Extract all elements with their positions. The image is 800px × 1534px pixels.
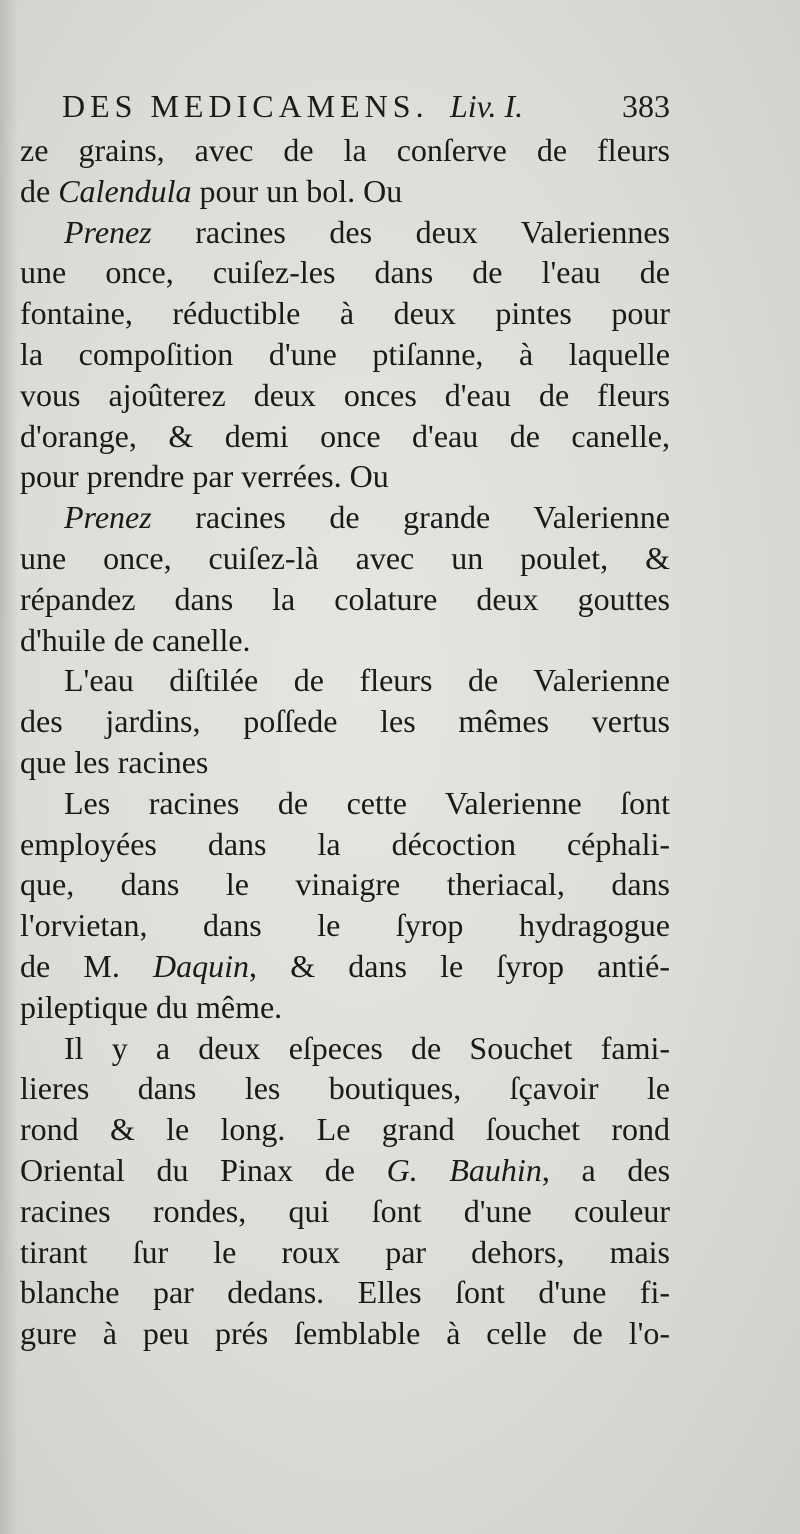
italic-text: Daquin xyxy=(153,947,250,984)
page-edge-shadow xyxy=(0,0,18,1534)
text-line: racines rondes, qui ſont d'une couleur xyxy=(20,1192,670,1229)
text-line: tirant ſur le roux par dehors, mais xyxy=(20,1233,670,1270)
text-line: pileptique du même. xyxy=(20,988,283,1025)
running-title: DES MEDICAMENS. xyxy=(62,88,429,124)
italic-text: G. Bauhin xyxy=(386,1151,542,1188)
text-run: , a des xyxy=(541,1151,671,1188)
page-number: 383 xyxy=(622,88,670,124)
text-line: rond & le long. Le grand ſouchet rond xyxy=(20,1111,670,1148)
text-line: d'orange, & demi once d'eau de canelle, xyxy=(20,417,670,454)
paragraph xyxy=(20,783,670,1028)
text-run: racines de grande Valerienne xyxy=(151,499,670,536)
text-line: la compoſition d'une ptiſanne, à laquelle xyxy=(20,335,670,372)
text-line: d'huile de canelle. xyxy=(20,621,251,658)
text-line: une once, cuiſez-là avec un poulet, & xyxy=(20,539,670,576)
text-run: pour un bol. Ou xyxy=(191,172,403,209)
italic-text: Calendula xyxy=(58,172,192,209)
text-line xyxy=(20,171,670,212)
text-line: que, dans le vinaigre theriacal, dans xyxy=(20,866,670,903)
text-line: que les racines xyxy=(20,743,209,780)
book-reference: Liv. I. xyxy=(450,88,524,124)
text-line: vous ajoûterez deux onces d'eau de fleurs xyxy=(20,376,670,413)
text-run: de xyxy=(20,172,59,209)
paragraph xyxy=(20,660,670,782)
text-line: employées dans la décoction céphali- xyxy=(20,825,670,862)
text-run: Oriental du Pinax de xyxy=(20,1151,387,1188)
paragraph xyxy=(20,497,670,660)
text-line: gure à peu prés ſemblable à celle de l'o- xyxy=(20,1315,670,1352)
text-line xyxy=(20,212,670,253)
text-line: Il y a deux eſpeces de Souchet fami- xyxy=(64,1029,670,1066)
text-line: blanche par dedans. Elles ſont d'une fi- xyxy=(20,1274,670,1311)
text-line: lieres dans les boutiques, ſçavoir le xyxy=(20,1070,670,1107)
text-line: une once, cuiſez-les dans de l'eau de xyxy=(20,254,670,291)
paragraph xyxy=(20,1028,670,1354)
italic-text: Prenez xyxy=(64,499,152,536)
text-line: des jardins, poſſede les mêmes vertus xyxy=(20,703,670,740)
text-run: de M. xyxy=(20,947,154,984)
text-line: L'eau diſtilée de fleurs de Valerienne xyxy=(64,662,670,699)
paragraph xyxy=(20,130,670,212)
text-line: Les racines de cette Valerienne ſont xyxy=(64,784,670,821)
text-line xyxy=(20,497,670,538)
body-text xyxy=(20,130,670,1354)
text-run: racines des deux Valeriennes xyxy=(151,213,670,250)
text-line xyxy=(20,1150,670,1191)
text-run: , & dans le ſyrop antié- xyxy=(249,947,670,984)
text-line: répandez dans la colature deux gouttes xyxy=(20,580,670,617)
text-line: l'orvietan, dans le ſyrop hydragogue xyxy=(20,907,670,944)
paragraph xyxy=(20,212,670,498)
italic-text: Prenez xyxy=(64,213,152,250)
text-line: fontaine, réductible à deux pintes pour xyxy=(20,295,670,332)
text-line: pour prendre par verrées. Ou xyxy=(20,458,389,495)
text-line: ze grains, avec de la conſerve de fleurs xyxy=(20,132,670,168)
text-line xyxy=(20,946,670,987)
